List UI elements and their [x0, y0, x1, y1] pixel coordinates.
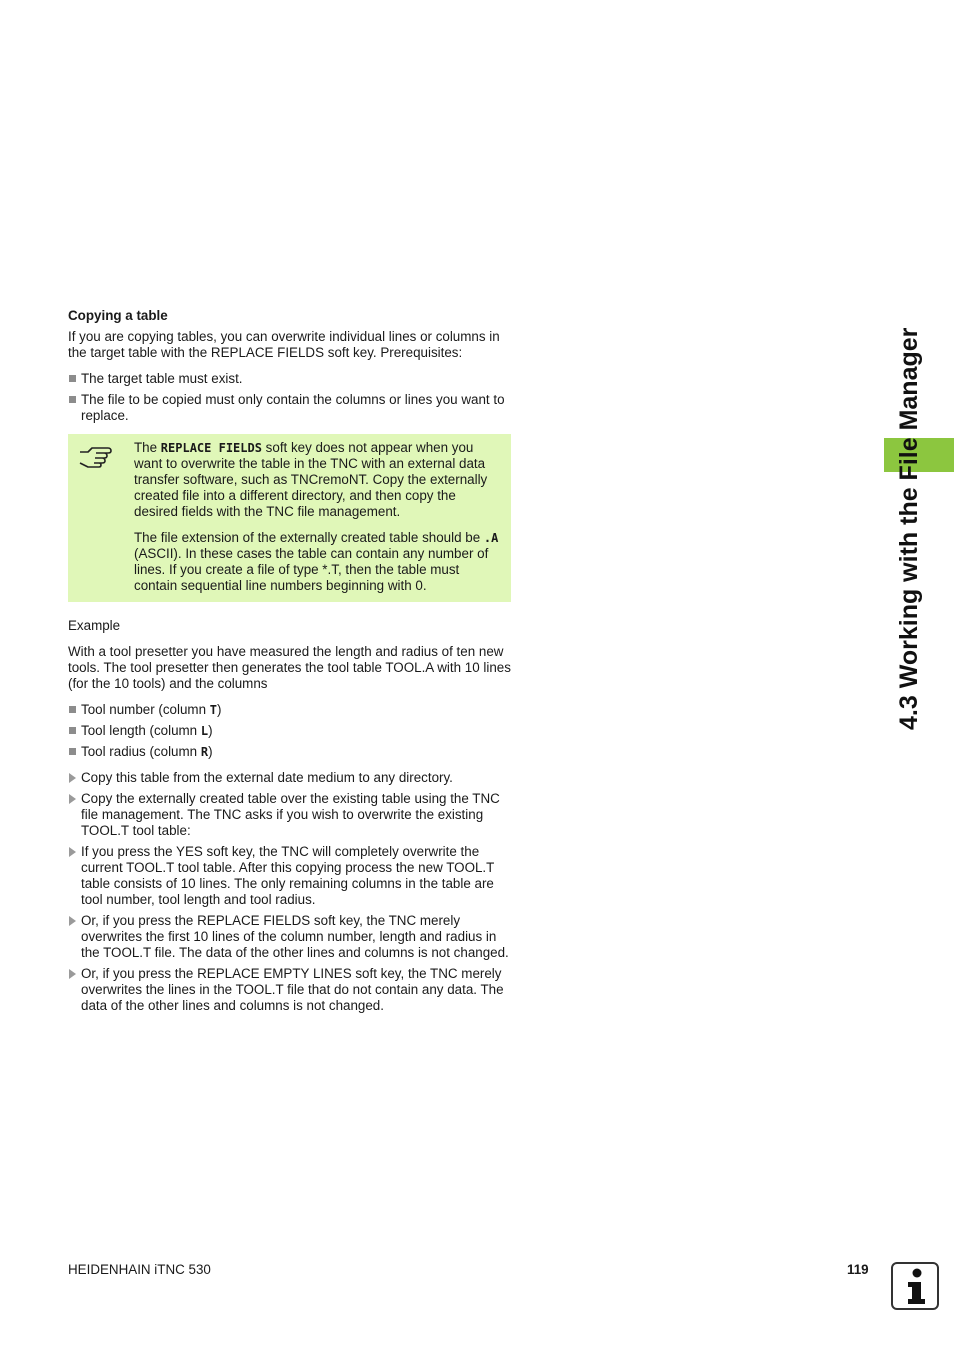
note-box: [68, 434, 511, 602]
info-glyph: [893, 1264, 937, 1308]
section-intro: If you are copying tables, you can overwrite individual lines or columns in the target table with the REPLACE FIELDS soft key. Prerequisites:: [68, 329, 500, 360]
column-list: [68, 702, 513, 760]
list-item: Tool length (column L): [68, 723, 513, 739]
list-item: Tool radius (column R): [68, 744, 513, 760]
list-item: Tool number (column T): [68, 702, 513, 718]
softkey-label: REPLACE FIELDS: [160, 441, 262, 455]
step-item: Copy the externally created table over the existing table using the TNC file management. The TNC asks if you wish to overwrite the existing TOOL.T tool table:: [68, 791, 513, 839]
file-extension: .A: [483, 531, 499, 545]
info-icon: [891, 1262, 939, 1310]
chapter-title: 4.3 Working with the File Manager: [895, 327, 923, 730]
step-item: Or, if you press the REPLACE FIELDS soft key, the TNC merely overwrites the first 10 lines of the column number, length and radius in the TOOL.T file. The data of the other lines and columns is not changed.: [68, 913, 513, 961]
example-intro: With a tool presetter you have measured the length and radius of ten new tools. The tool presetter then generates the tool table TOOL.A with 10 lines (for the 10 tools) and the columns: [68, 644, 511, 691]
prereq-list: [68, 371, 513, 424]
example-label: Example: [68, 618, 121, 633]
list-item: The target table must exist.: [68, 371, 513, 387]
footer-product: HEIDENHAIN iTNC 530: [68, 1262, 211, 1277]
note-paragraph: The file extension of the externally created table should be .A (ASCII). In these cases the table can contain any number of lines. If you create a file of type *.T, then the table must contain sequential line numbers beginning with 0.: [134, 530, 499, 593]
step-item: Or, if you press the REPLACE EMPTY LINES soft key, the TNC merely overwrites the lines in the TOOL.T file that do not contain any data. The data of the other lines and columns is not changed.: [68, 966, 513, 1014]
page-number: 119: [847, 1262, 869, 1277]
pointing-hand-icon: [78, 444, 114, 468]
step-item: Copy this table from the external date medium to any directory.: [68, 770, 513, 786]
page-content: [68, 308, 513, 1019]
list-item: The file to be copied must only contain the columns or lines you want to replace.: [68, 392, 513, 424]
section-heading: Copying a table: [68, 308, 168, 323]
note-paragraph: The REPLACE FIELDS soft key does not appear when you want to overwrite the table in the TNC with an external data transfer software, such as TNCremoNT. Copy the externally created file into a different directory, and then copy the desired fields with the TNC file management.: [134, 440, 488, 519]
step-list: [68, 770, 513, 1014]
step-item: If you press the YES soft key, the TNC will completely overwrite the current TOOL.T tool table. After this copying process the new TOOL.T table consists of 10 lines. The only remaining columns in the table are tool number, tool length and tool radius.: [68, 844, 513, 908]
